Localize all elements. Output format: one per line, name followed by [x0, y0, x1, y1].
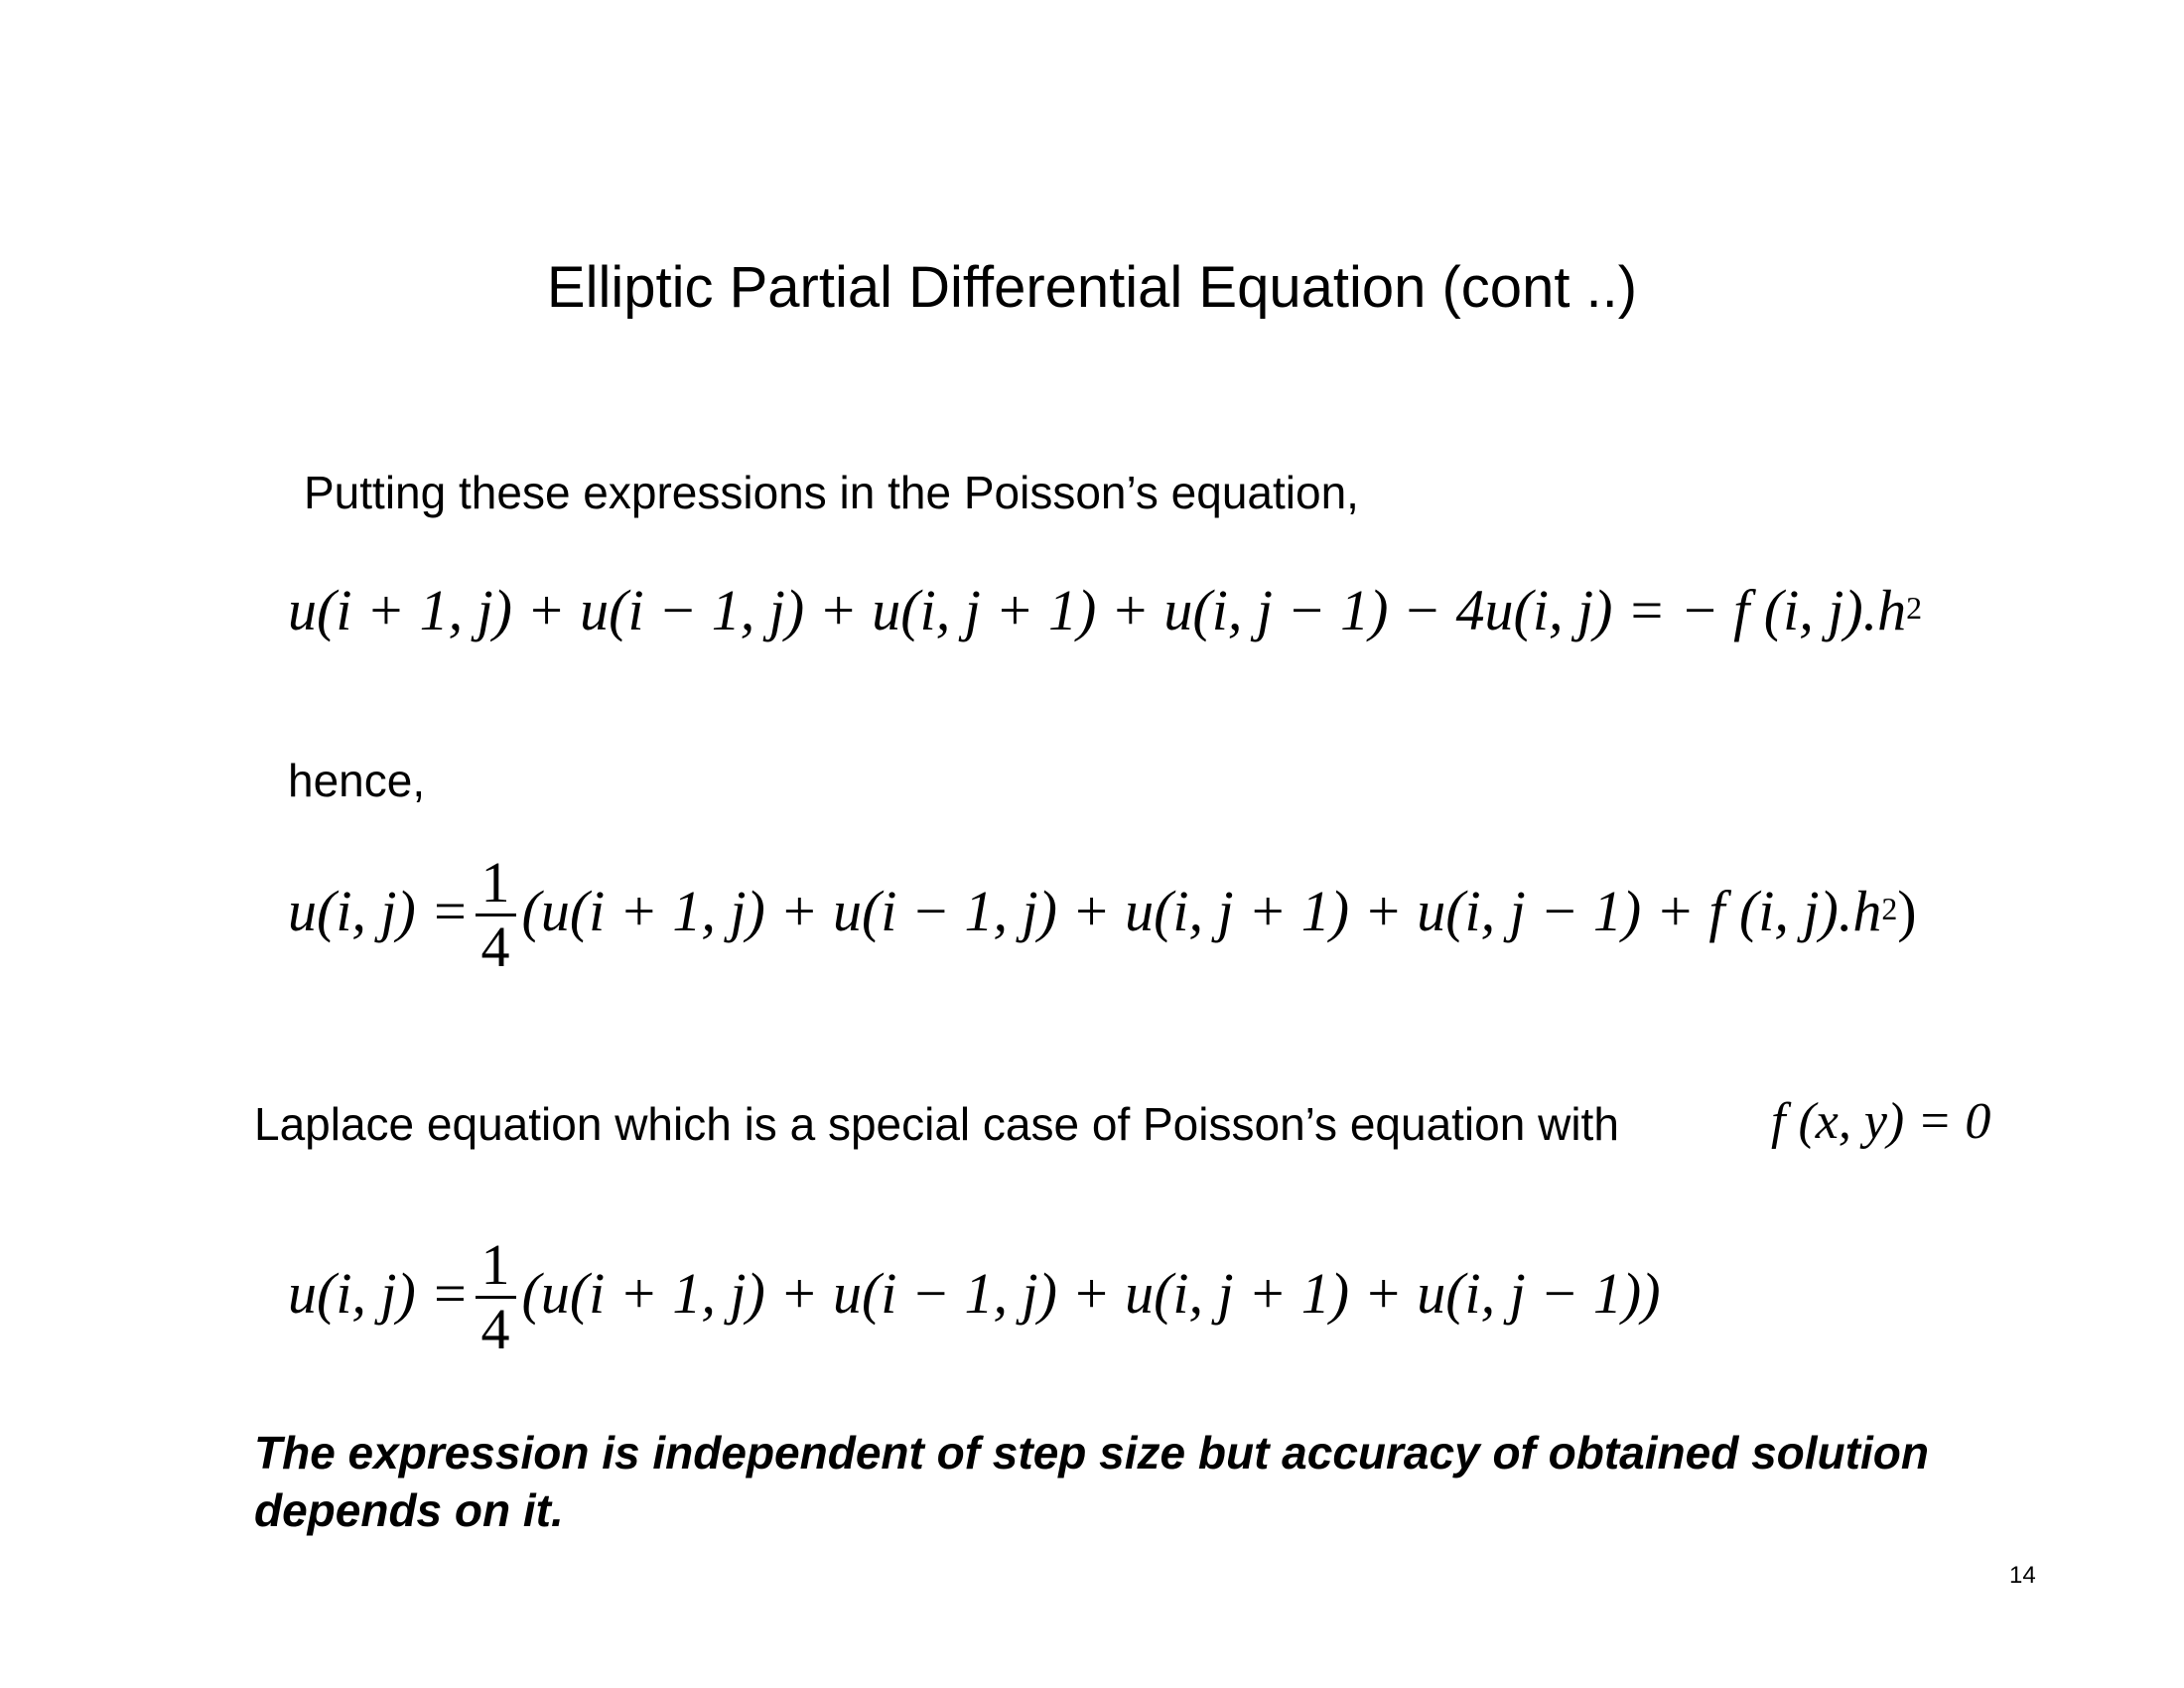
solution-equation-close: ) [1897, 878, 1917, 943]
laplace-equation-lhs: u(i, j) = [288, 1260, 470, 1326]
laplace-equation-rhs: (u(i + 1, j) + u(i − 1, j) + u(i, j + 1) + u(i, j − 1)) [521, 1260, 1661, 1326]
poisson-equation-exponent: 2 [1906, 590, 1923, 626]
laplace-equation [288, 1232, 1661, 1362]
laplace-condition [1771, 1092, 1990, 1152]
laplace-text: Laplace equation which is a special case of Poisson’s equation with [254, 1098, 1619, 1150]
solution-equation-rhs: (u(i + 1, j) + u(i − 1, j) + u(i, j + 1) + u(i, j − 1) + f (i, j).h [521, 878, 1882, 943]
accuracy-note: The expression is independent of step size but accuracy of obtained solution depends on it. [254, 1427, 1929, 1536]
fraction-denominator: 4 [480, 1297, 510, 1361]
laplace-equation-fraction [476, 1234, 516, 1360]
page-number: 14 [2009, 1562, 2036, 1589]
poisson-equation-body: u(i + 1, j) + u(i − 1, j) + u(i, j + 1) + u(i, j − 1) − 4u(i, j) = − f (i, j).h [288, 578, 1907, 642]
fraction-denominator: 4 [480, 914, 510, 979]
solution-equation-fraction [476, 852, 516, 978]
slide-title: Elliptic Partial Differential Equation (cont ..) [546, 255, 1638, 320]
fraction-numerator: 1 [476, 1234, 516, 1299]
laplace-condition-expression: f (x, y) = 0 [1771, 1093, 1991, 1150]
solution-equation-lhs: u(i, j) = [288, 878, 470, 943]
intro-text: Putting these expressions in the Poisson’s equation, [304, 467, 1359, 518]
hence-text: hence, [288, 755, 426, 806]
poisson-equation [288, 576, 1922, 645]
fraction-numerator: 1 [476, 852, 516, 916]
solution-equation-exponent: 2 [1881, 891, 1898, 926]
solution-equation [288, 850, 1917, 980]
